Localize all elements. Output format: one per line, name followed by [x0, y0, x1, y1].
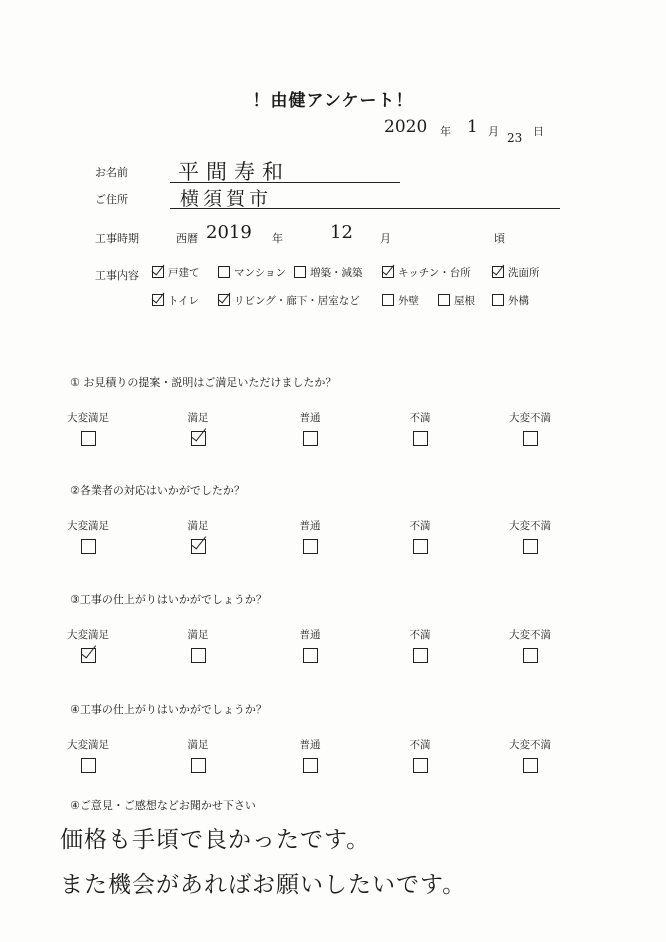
- name-underline: [170, 182, 400, 183]
- question-4-text: ④工事の仕上がりはいかがでしょうか？: [70, 703, 267, 716]
- work-checkbox-toilet[interactable]: [152, 294, 164, 306]
- work-checkbox-detached[interactable]: [152, 266, 164, 278]
- question-3-text: ③工事の仕上がりはいかがでしょうか？: [70, 593, 267, 606]
- comments-label: ④ご意見・ご感想などお聞かせ下さい: [70, 799, 256, 812]
- question-1-rating-label: 不満: [409, 412, 431, 424]
- question-3-rating-checkbox[interactable]: [191, 648, 206, 663]
- question-2-rating-checkbox[interactable]: [523, 539, 538, 554]
- work-option-label-living: リビング・廊下・居室など: [234, 295, 360, 307]
- date-month-unit: 月: [488, 125, 499, 138]
- work-checkbox-roof[interactable]: [438, 294, 450, 306]
- question-1-rating-label: 大変満足: [67, 412, 109, 424]
- name-label: お名前: [95, 166, 128, 179]
- question-4-rating-checkbox[interactable]: [413, 758, 428, 773]
- address-field[interactable]: 横須賀市: [180, 188, 273, 210]
- work-option-label-condo: マンション: [234, 267, 287, 279]
- question-3-rating-checkbox[interactable]: [81, 648, 96, 663]
- question-1-text: ① お見積りの提案・説明はご満足いただけましたか？: [70, 376, 337, 389]
- date-day-unit: 日: [533, 125, 544, 138]
- work-checkbox-condo[interactable]: [218, 266, 230, 278]
- period-era: 西暦: [176, 232, 198, 245]
- period-year[interactable]: 2019: [206, 222, 252, 243]
- date-day: 23: [507, 131, 523, 145]
- question-2-rating-checkbox[interactable]: [413, 539, 428, 554]
- work-option-label-exterior-wall: 外壁: [398, 295, 419, 307]
- period-month-unit: 月: [380, 232, 391, 245]
- question-4-rating-label: 大変満足: [67, 739, 109, 751]
- work-option-label-roof: 屋根: [454, 295, 475, 307]
- work-option-label-washroom: 洗面所: [508, 267, 540, 279]
- question-2-rating-label: 大変不満: [509, 520, 551, 532]
- question-2-rating-checkbox[interactable]: [191, 539, 206, 554]
- work-checkbox-living[interactable]: [218, 294, 230, 306]
- question-1-rating-checkbox[interactable]: [191, 431, 206, 446]
- question-1-rating-label: 大変不満: [509, 412, 551, 424]
- question-2-rating-label: 大変満足: [67, 520, 109, 532]
- question-3-rating-checkbox[interactable]: [413, 648, 428, 663]
- survey-title: ！由健アンケート！: [252, 91, 414, 111]
- question-3-rating-label: 不満: [409, 629, 431, 641]
- question-2-text: ②各業者の対応はいかがでしたか？: [70, 484, 245, 497]
- period-month[interactable]: 12: [330, 222, 353, 243]
- question-4-rating-checkbox[interactable]: [303, 758, 318, 773]
- question-1-rating-checkbox[interactable]: [523, 431, 538, 446]
- question-4-rating-checkbox[interactable]: [523, 758, 538, 773]
- period-suffix: 頃: [494, 232, 505, 245]
- question-4-rating-label: 不満: [409, 739, 431, 751]
- question-4-rating-label: 大変不満: [509, 739, 551, 751]
- question-2-rating-label: 満足: [187, 520, 209, 532]
- question-1-rating-checkbox[interactable]: [303, 431, 318, 446]
- period-year-unit: 年: [272, 232, 283, 245]
- address-label: ご住所: [95, 193, 128, 206]
- question-3-rating-checkbox[interactable]: [523, 648, 538, 663]
- comment-line-2[interactable]: また機会があればお願いしたいです。: [60, 872, 467, 898]
- comment-line-1[interactable]: 価格も手頃で良かったです。: [60, 827, 371, 853]
- question-3-rating-label: 大変不満: [509, 629, 551, 641]
- question-1-rating-label: 満足: [187, 412, 209, 424]
- work-label: 工事内容: [95, 269, 139, 282]
- question-1-rating-checkbox[interactable]: [81, 431, 96, 446]
- date-year-unit: 年: [440, 125, 451, 138]
- question-4-rating-checkbox[interactable]: [81, 758, 96, 773]
- work-option-label-toilet: トイレ: [168, 295, 199, 307]
- question-2-rating-label: 普通: [299, 520, 321, 532]
- question-3-rating-label: 普通: [299, 629, 321, 641]
- work-option-label-kitchen: キッチン・台所: [398, 267, 471, 279]
- question-4-rating-label: 満足: [187, 739, 209, 751]
- work-option-label-extension: 増築・減築: [310, 267, 363, 279]
- question-2-rating-checkbox[interactable]: [303, 539, 318, 554]
- address-underline: [170, 208, 560, 209]
- question-2-rating-label: 不満: [409, 520, 431, 532]
- work-checkbox-exterior-wall[interactable]: [382, 294, 394, 306]
- work-checkbox-extension[interactable]: [294, 266, 306, 278]
- work-checkbox-exterior[interactable]: [492, 294, 504, 306]
- work-option-label-detached: 戸建て: [168, 267, 200, 279]
- date-year: 2020: [384, 117, 428, 137]
- work-option-label-exterior: 外構: [508, 295, 529, 307]
- question-4-rating-label: 普通: [299, 739, 321, 751]
- date-month: 1: [467, 117, 478, 137]
- question-2-rating-checkbox[interactable]: [81, 539, 96, 554]
- question-1-rating-label: 普通: [299, 412, 321, 424]
- question-1-rating-checkbox[interactable]: [413, 431, 428, 446]
- question-3-rating-checkbox[interactable]: [303, 648, 318, 663]
- work-checkbox-kitchen[interactable]: [382, 266, 394, 278]
- question-3-rating-label: 大変満足: [67, 629, 109, 641]
- question-4-rating-checkbox[interactable]: [191, 758, 206, 773]
- period-label: 工事時期: [95, 232, 139, 245]
- name-field[interactable]: 平間寿和: [178, 160, 290, 184]
- work-checkbox-washroom[interactable]: [492, 266, 504, 278]
- question-3-rating-label: 満足: [187, 629, 209, 641]
